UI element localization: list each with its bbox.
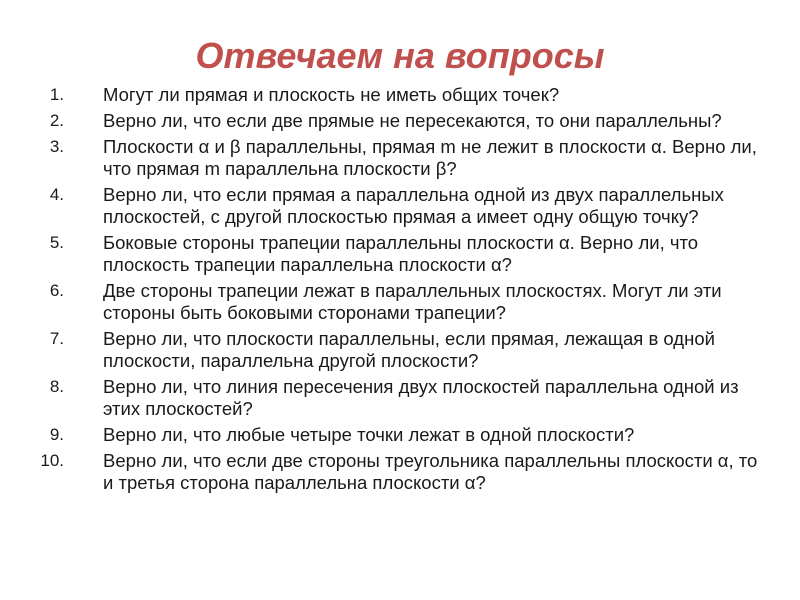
question-item — [30, 450, 760, 494]
question-item — [30, 376, 760, 420]
question-text: Верно ли, что если прямая а параллельна одной из двух параллельных плоскостей, с другой плоскостью прямая а имеет одну общую точку? — [103, 184, 724, 227]
question-number: 5. — [49, 233, 64, 252]
question-text: Две стороны трапеции лежат в параллельных плоскостях. Могут ли эти стороны быть боковыми сторонами трапеции? — [103, 280, 722, 323]
question-text: Плоскости α и β параллельны, прямая m не лежит в плоскости α. Верно ли, что прямая m параллельна плоскости β? — [103, 136, 757, 179]
question-text: Верно ли, что если две прямые не пересекаются, то они параллельны? — [103, 110, 722, 131]
question-number: 6. — [49, 281, 64, 300]
question-number: 2. — [49, 111, 64, 130]
question-item — [30, 328, 760, 372]
question-number: 3. — [49, 137, 64, 156]
question-list — [30, 84, 760, 498]
question-text: Могут ли прямая и плоскость не иметь общих точек? — [103, 84, 560, 105]
question-item — [30, 184, 760, 228]
question-number: 7. — [49, 329, 64, 348]
question-text: Верно ли, что линия пересечения двух плоскостей параллельна одной из этих плоскостей? — [103, 376, 739, 419]
question-number: 9. — [49, 425, 64, 444]
slide-title: Отвечаем на вопросы — [195, 35, 605, 76]
question-item — [30, 110, 760, 132]
question-text: Верно ли, что если две стороны треугольника параллельны плоскости α, то и третья сторона параллельна плоскости α? — [103, 450, 758, 493]
question-number: 1. — [49, 85, 64, 104]
question-item — [30, 424, 760, 446]
question-item — [30, 232, 760, 276]
question-text: Боковые стороны трапеции параллельны плоскости α. Верно ли, что плоскость трапеции параллельна плоскости α? — [103, 232, 699, 275]
question-item — [30, 280, 760, 324]
question-number: 10. — [40, 451, 64, 470]
question-item — [30, 136, 760, 180]
question-text: Верно ли, что любые четыре точки лежат в одной плоскости? — [103, 424, 635, 445]
question-text: Верно ли, что плоскости параллельны, если прямая, лежащая в одной плоскости, параллельна другой плоскости? — [103, 328, 715, 371]
question-number: 4. — [49, 185, 64, 204]
question-item — [30, 84, 760, 106]
question-number: 8. — [49, 377, 64, 396]
